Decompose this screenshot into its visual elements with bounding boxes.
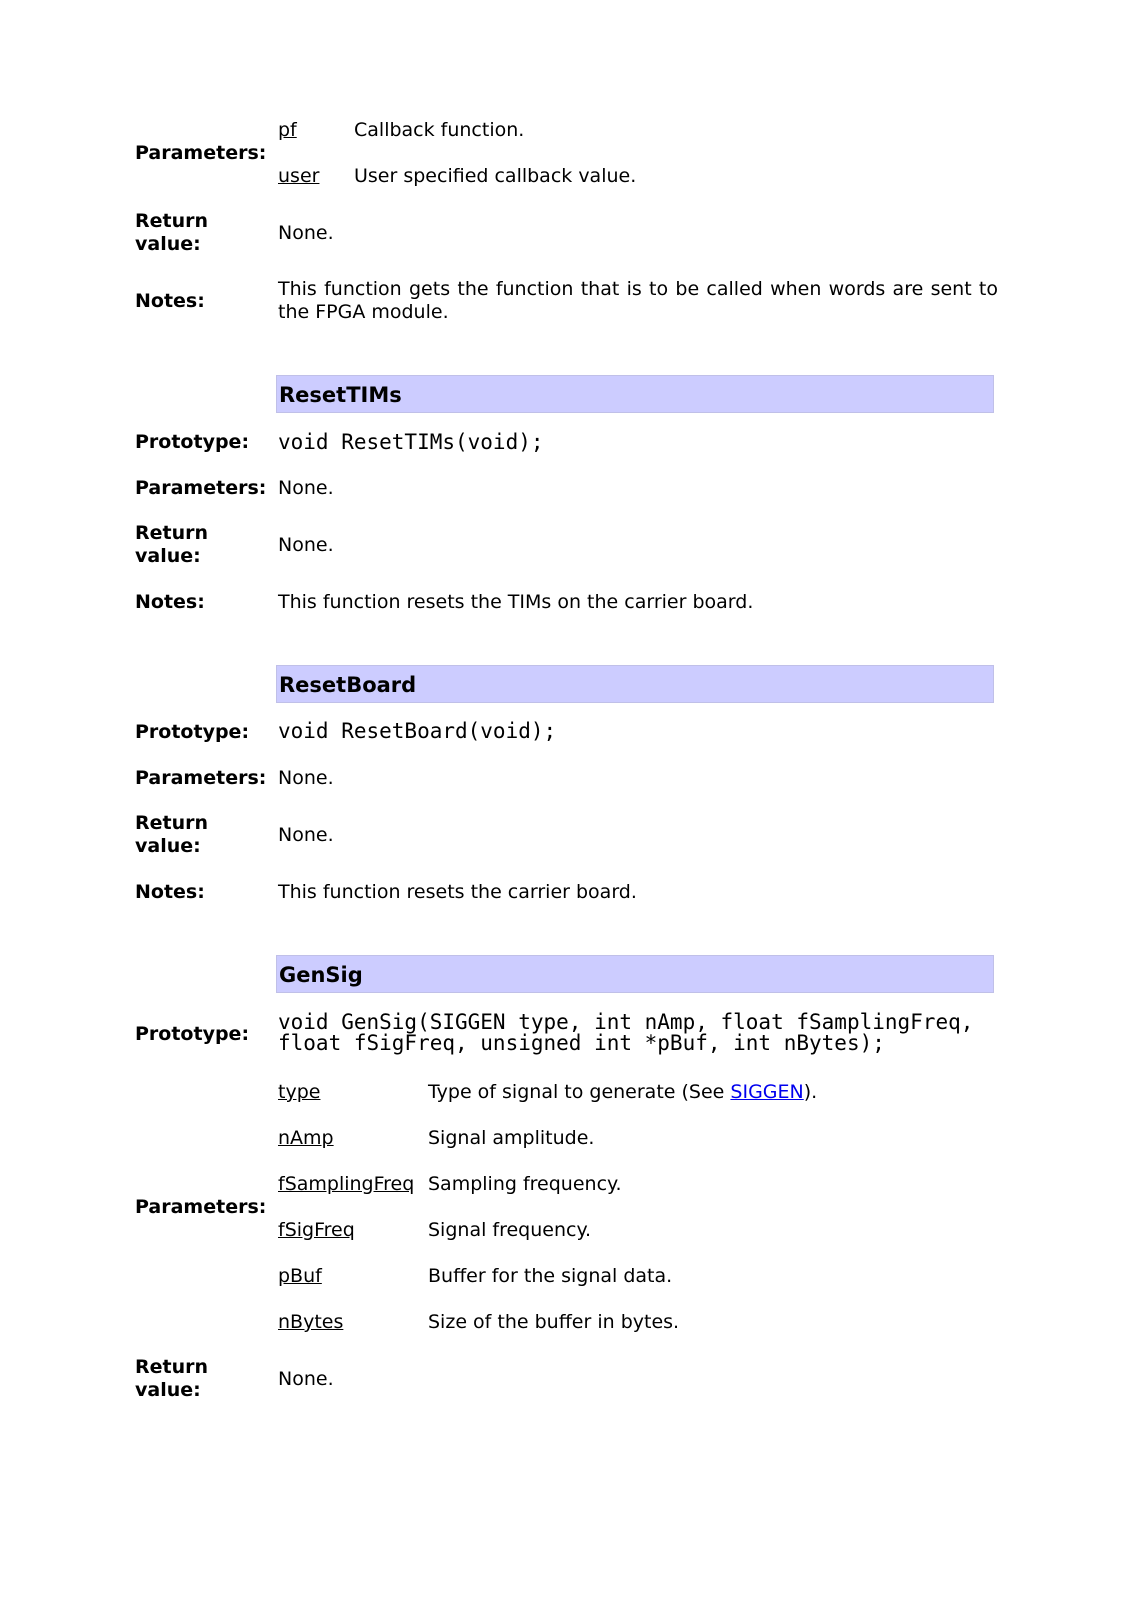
prototype-code: void ResetBoard(void);	[278, 719, 557, 743]
param-desc-type	[428, 1081, 817, 1104]
param-name-nbytes: nBytes	[278, 1311, 344, 1333]
param-name-fsamplingfreq: fSamplingFreq	[278, 1173, 415, 1195]
param-desc-pf: Callback function.	[354, 119, 525, 141]
return-value: None.	[278, 222, 334, 244]
notes-text: This function resets the TIMs on the carrier board.	[278, 591, 754, 613]
prototype-code-line2: float fSigFreq, unsigned int *pBuf, int nBytes);	[278, 1031, 885, 1055]
param-desc-user: User specified callback value.	[354, 165, 637, 187]
prototype-label: Prototype:	[135, 431, 250, 453]
notes-text: This function gets the function that is to be called when words are sent to the FPGA module.	[278, 278, 998, 323]
return-value: None.	[278, 1368, 334, 1390]
prototype-label: Prototype:	[135, 1023, 250, 1045]
notes-label: Notes:	[135, 290, 205, 312]
param-desc-namp: Signal amplitude.	[428, 1127, 595, 1149]
parameters-label: Parameters:	[135, 142, 267, 164]
notes-text: This function resets the carrier board.	[278, 881, 637, 903]
parameters-label: Parameters:	[135, 767, 267, 789]
function-heading-resetboard: ResetBoard	[276, 665, 994, 703]
param-desc-nbytes: Size of the buffer in bytes.	[428, 1311, 680, 1333]
prototype-code: void ResetTIMs(void);	[278, 430, 544, 454]
return-label-line2: value:	[135, 835, 201, 857]
return-label-line2: value:	[135, 233, 201, 255]
function-heading-gensig: GenSig	[276, 955, 994, 993]
param-desc-pbuf: Buffer for the signal data.	[428, 1265, 673, 1287]
return-label-line2: value:	[135, 545, 201, 567]
parameters-value: None.	[278, 767, 334, 789]
param-name-pf: pf	[278, 119, 297, 141]
param-desc-fsamplingfreq: Sampling frequency.	[428, 1173, 622, 1195]
return-label-line1: Return	[135, 812, 209, 834]
notes-label: Notes:	[135, 881, 205, 903]
return-label-line2: value:	[135, 1379, 201, 1401]
param-name-user: user	[278, 165, 320, 187]
siggen-link[interactable]: SIGGEN	[730, 1081, 804, 1103]
notes-label: Notes:	[135, 591, 205, 613]
parameters-label: Parameters:	[135, 1196, 267, 1218]
return-label-line1: Return	[135, 522, 209, 544]
parameters-value: None.	[278, 477, 334, 499]
prototype-label: Prototype:	[135, 721, 250, 743]
param-name-fsigfreq: fSigFreq	[278, 1219, 355, 1241]
param-name-type: type	[278, 1081, 321, 1103]
parameters-label: Parameters:	[135, 477, 267, 499]
param-name-namp: nAmp	[278, 1127, 334, 1149]
return-label-line1: Return	[135, 1356, 209, 1378]
param-desc-text: Type of signal to generate (See	[428, 1081, 731, 1103]
prototype-code-line1: void GenSig(SIGGEN type, int nAmp, float fSamplingFreq,	[278, 1010, 974, 1034]
function-heading-resettims: ResetTIMs	[276, 375, 994, 413]
return-value: None.	[278, 534, 334, 556]
return-label-line1: Return	[135, 210, 209, 232]
return-value: None.	[278, 824, 334, 846]
param-name-pbuf: pBuf	[278, 1265, 322, 1287]
param-desc-fsigfreq: Signal frequency.	[428, 1219, 592, 1241]
param-desc-suffix: ).	[803, 1081, 818, 1103]
